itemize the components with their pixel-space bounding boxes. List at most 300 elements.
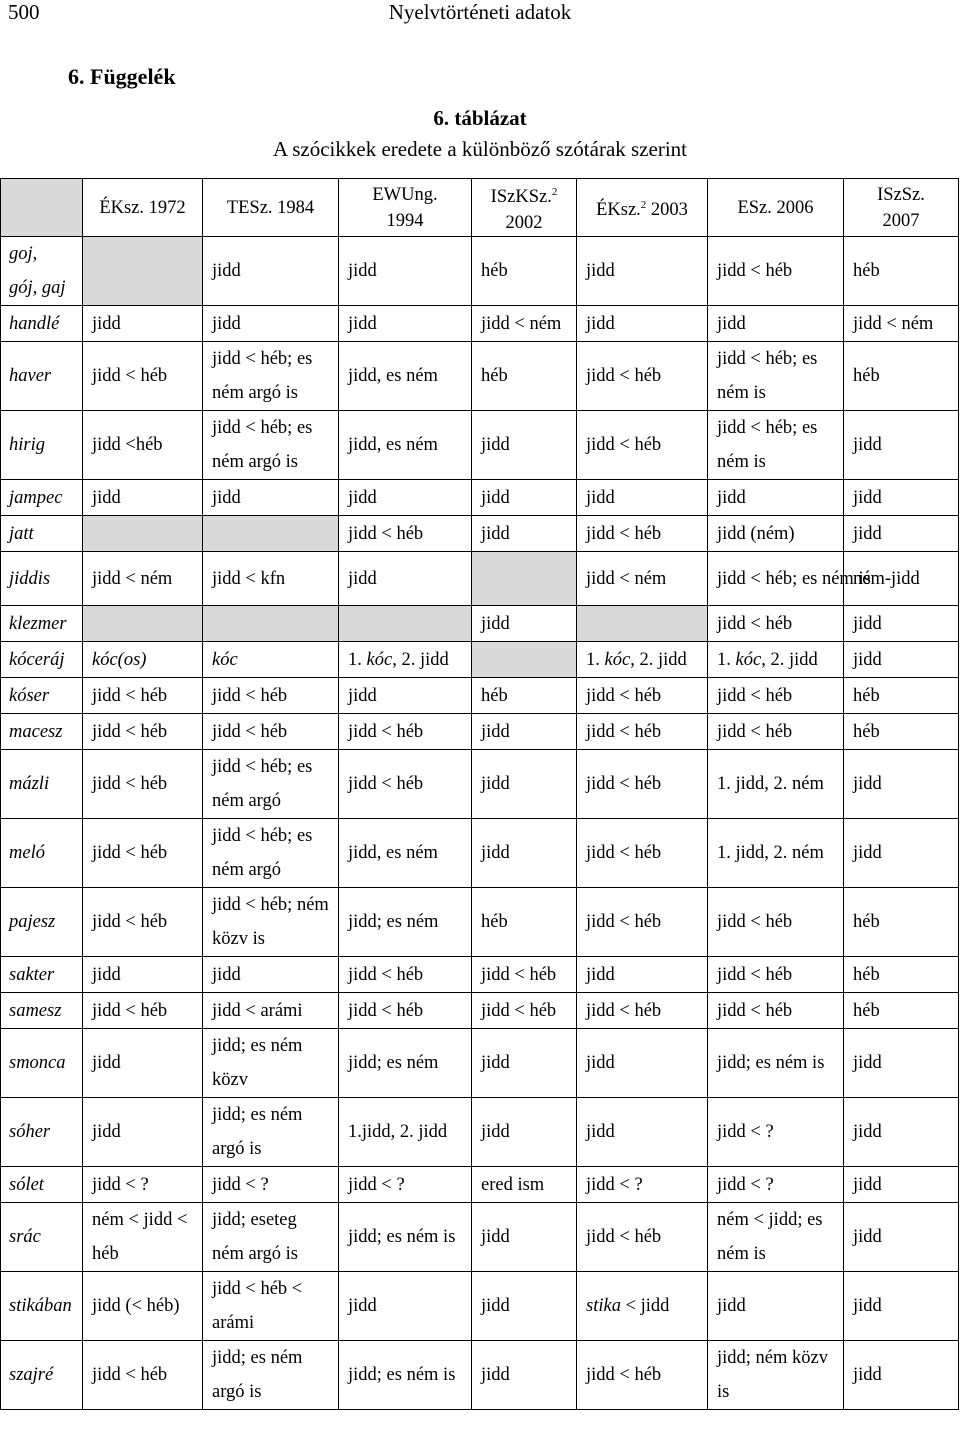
- table-cell: [708, 714, 844, 750]
- cell-text: jidd; es ném közv: [212, 1036, 303, 1091]
- table-cell: [844, 714, 959, 750]
- table-cell: [844, 552, 959, 606]
- header-iszsz-2007: ISzSz. 2007: [844, 179, 959, 237]
- table-cell: [83, 819, 203, 888]
- cell-text: jidd: [92, 487, 121, 508]
- cell-text: jidd < héb; es ném is: [717, 418, 818, 473]
- table-row: [1, 1341, 959, 1410]
- cell-text: jidd: [212, 487, 241, 508]
- table-cell: [203, 411, 339, 480]
- cell-text: jidd < héb: [212, 685, 288, 706]
- cell-text: jidd: [586, 487, 615, 508]
- table-cell: [339, 1341, 472, 1410]
- cell-text: héb: [853, 964, 880, 985]
- table-cell: [708, 306, 844, 342]
- table-cell: [203, 993, 339, 1029]
- table-cell: [844, 957, 959, 993]
- cell-text: jidd < ném: [481, 313, 562, 334]
- cell-text: jidd < héb: [586, 1227, 662, 1248]
- cell-text: jidd; es ném: [348, 1053, 439, 1074]
- cell-text: jidd: [481, 523, 510, 544]
- table-cell: [83, 237, 203, 306]
- cell-text: jidd, es ném: [348, 366, 438, 387]
- table-cell: [708, 552, 871, 606]
- cell-text: jidd: [717, 1296, 746, 1317]
- table-cell: [472, 1167, 577, 1203]
- table-cell: [339, 1029, 472, 1098]
- table-cell: [83, 1341, 203, 1410]
- cell-text: jidd < héb: [92, 1000, 168, 1021]
- table-cell: [472, 1029, 577, 1098]
- cell-text: jidd < héb: [92, 685, 168, 706]
- cell-text: jidd: [92, 313, 121, 334]
- table-cell: [339, 1272, 472, 1341]
- cell-text: jidd < héb: [348, 1000, 424, 1021]
- cell-text: jidd < héb: [481, 1000, 557, 1021]
- cell-text: 1. jidd, 2. ném: [717, 843, 824, 864]
- headword: pajesz: [9, 912, 56, 933]
- cell-text: jidd: [853, 1365, 882, 1386]
- table-row: [1, 819, 959, 888]
- header-esz-2006: ESz. 2006: [708, 179, 844, 237]
- cell-text: jidd: [348, 487, 377, 508]
- cell-text: kóc: [212, 649, 238, 670]
- cell-text: jidd < héb; es ném argó: [212, 757, 313, 812]
- table-cell: [203, 678, 339, 714]
- headword: kóceráj: [9, 649, 65, 670]
- table-cell: [577, 1167, 708, 1203]
- table-cell: [844, 1272, 959, 1341]
- headword: goj, gój, gaj: [9, 244, 66, 299]
- table-cell: [203, 957, 339, 993]
- cell-text: ném < jidd < héb: [92, 1210, 188, 1265]
- cell-text: jidd: [586, 313, 615, 334]
- cell-text: jidd: [853, 523, 882, 544]
- table-cell: [83, 1272, 203, 1341]
- table-row: [1, 237, 959, 306]
- table-cell: [83, 750, 203, 819]
- table-cell: [708, 516, 844, 552]
- table-cell: [83, 606, 203, 642]
- headword: smonca: [9, 1053, 66, 1074]
- table-cell: [203, 1203, 339, 1272]
- table-cell: [83, 552, 203, 606]
- table-cell: [708, 750, 844, 819]
- headword: klezmer: [9, 613, 67, 634]
- table-cell: [472, 957, 577, 993]
- table-cell: [339, 642, 472, 678]
- table-cell: [472, 480, 577, 516]
- headword: meló: [9, 843, 45, 864]
- table-cell: [472, 1341, 577, 1410]
- cell-text: jidd < héb: [92, 912, 168, 933]
- headword: jatt: [9, 523, 34, 544]
- table-row: [1, 1098, 959, 1167]
- cell-text: jidd (< héb): [92, 1296, 180, 1317]
- table-cell: [844, 480, 959, 516]
- headword: handlé: [9, 313, 60, 334]
- cell-text: jidd (ném): [717, 523, 795, 544]
- table-cell: [708, 993, 844, 1029]
- cell-text: jidd: [853, 1174, 882, 1195]
- cell-text: jidd < ?: [717, 1174, 774, 1195]
- cell-text: kóc(os): [92, 649, 147, 670]
- headword-cell: [1, 642, 83, 678]
- cell-text: 1. kóc, 2. jidd: [586, 649, 687, 670]
- table-cell: [708, 342, 844, 411]
- cell-text: jidd: [853, 1122, 882, 1143]
- cell-text: jidd: [348, 568, 377, 589]
- cell-text: jidd: [481, 721, 510, 742]
- cell-text: jidd; es ném is: [348, 1227, 456, 1248]
- headword: samesz: [9, 1000, 62, 1021]
- cell-text: jidd < héb; es ném argó is: [212, 349, 313, 404]
- table-cell: [844, 411, 959, 480]
- cell-text: jidd < héb: [92, 774, 168, 795]
- headword-cell: [1, 888, 83, 957]
- header-corner: [1, 179, 83, 237]
- cell-text: jidd: [92, 964, 121, 985]
- table-cell: [577, 1029, 708, 1098]
- cell-text: ném < jidd; es ném is: [717, 1210, 823, 1265]
- cell-text: 1. kóc, 2. jidd: [717, 649, 818, 670]
- table-cell: [708, 678, 844, 714]
- table-cell: [708, 1167, 844, 1203]
- table-cell: [577, 552, 708, 606]
- cell-text: 1. jidd, 2. ném: [717, 774, 824, 795]
- table-cell: [203, 1272, 339, 1341]
- cell-text: jidd: [853, 1296, 882, 1317]
- cell-text: jidd < héb: [717, 912, 793, 933]
- table-cell: [339, 606, 472, 642]
- cell-text: jidd < héb: [586, 435, 662, 456]
- cell-text: jidd < héb < arámi: [212, 1279, 303, 1334]
- cell-text: jidd < ném: [853, 313, 934, 334]
- header-eksz2-2003: ÉKsz.$^2$ 2003: [577, 179, 708, 237]
- header-row: [1, 179, 959, 237]
- table-cell: [339, 888, 472, 957]
- table-cell: [472, 1272, 577, 1341]
- cell-text: jidd < héb: [348, 523, 424, 544]
- cell-text: jidd; ném közv is: [717, 1348, 828, 1403]
- table-cell: [203, 714, 339, 750]
- running-title: Nyelvtörténeti adatok: [388, 0, 572, 24]
- table-cell: [708, 1098, 844, 1167]
- table-cell: [844, 1167, 959, 1203]
- headword: hirig: [9, 435, 45, 456]
- cell-text: jidd: [853, 774, 882, 795]
- headword: sóher: [9, 1122, 51, 1143]
- cell-text: héb: [853, 366, 880, 387]
- cell-text: jidd; es ném is: [717, 1053, 825, 1074]
- table-cell: [83, 888, 203, 957]
- cell-text: jidd < héb: [586, 685, 662, 706]
- table-row: [1, 516, 959, 552]
- table-cell: [339, 342, 472, 411]
- table-cell: [577, 750, 708, 819]
- headword: jiddis: [9, 568, 51, 589]
- cell-text: jidd < héb: [586, 1000, 662, 1021]
- table-cell: [708, 819, 844, 888]
- cell-text: jidd: [481, 1227, 510, 1248]
- cell-text: jidd; es ném: [348, 912, 439, 933]
- table-cell: [83, 1098, 203, 1167]
- table-cell: [339, 1098, 472, 1167]
- table-cell: [472, 342, 577, 411]
- table-cell: [83, 1167, 203, 1203]
- table-cell: [83, 516, 203, 552]
- table-cell: [708, 1341, 844, 1410]
- table-cell: [203, 1167, 339, 1203]
- table-cell: [83, 1203, 203, 1272]
- table-cell: [844, 1098, 959, 1167]
- cell-text: jidd < héb: [717, 964, 793, 985]
- cell-text: jidd: [348, 261, 377, 282]
- table-cell: [844, 1203, 959, 1272]
- table-cell: [203, 516, 339, 552]
- cell-text: jidd < héb: [717, 261, 793, 282]
- table-cell: [339, 306, 472, 342]
- headword: szajré: [9, 1365, 54, 1386]
- table-cell: [577, 411, 708, 480]
- cell-text: jidd: [853, 843, 882, 864]
- table-cell: [83, 993, 203, 1029]
- cell-text: jidd: [348, 685, 377, 706]
- table-cell: [844, 606, 959, 642]
- cell-text: jidd < héb; es ném is: [717, 349, 818, 404]
- table-subtitle: A szócikkek eredete a különböző szótárak szerint: [272, 137, 687, 161]
- headword-cell: [1, 1203, 83, 1272]
- cell-text: jidd; es ném argó is: [212, 1348, 303, 1403]
- cell-text: jidd; es ném argó is: [212, 1105, 303, 1160]
- cell-text: jidd: [481, 774, 510, 795]
- table-cell: [577, 993, 708, 1029]
- table-cell: [844, 306, 959, 342]
- cell-text: jidd: [481, 843, 510, 864]
- table-cell: [83, 480, 203, 516]
- headword-cell: [1, 606, 83, 642]
- cell-text: jidd: [853, 1053, 882, 1074]
- cell-text: jidd: [586, 261, 615, 282]
- header-eksz-1972: ÉKsz. 1972: [83, 179, 203, 237]
- table-row: [1, 888, 959, 957]
- table-cell: [844, 993, 959, 1029]
- cell-text: jidd: [481, 613, 510, 634]
- appendix-heading: 6. Függelék: [68, 64, 176, 89]
- table-row: [1, 993, 959, 1029]
- cell-text: jidd < ?: [586, 1174, 643, 1195]
- table-cell: [339, 750, 472, 819]
- table-cell: [339, 714, 472, 750]
- headword-cell: [1, 1098, 83, 1167]
- cell-text: jidd < héb: [586, 774, 662, 795]
- cell-text: jidd < ?: [212, 1174, 269, 1195]
- cell-text: jidd < héb; es ném is: [717, 568, 871, 589]
- headword: sakter: [9, 964, 55, 985]
- cell-text: jidd: [853, 487, 882, 508]
- header-tesz-1984: TESz. 1984: [203, 179, 339, 237]
- headword-cell: [1, 678, 83, 714]
- table-cell: [203, 306, 339, 342]
- table-cell: [203, 642, 339, 678]
- cell-text: jidd < arámi: [212, 1000, 303, 1021]
- cell-text: jidd < héb: [212, 721, 288, 742]
- table-cell: [844, 237, 959, 306]
- cell-text: stika < jidd: [586, 1296, 670, 1317]
- headword-cell: [1, 1167, 83, 1203]
- table-cell: [577, 819, 708, 888]
- cell-text: jidd: [481, 487, 510, 508]
- cell-text: jidd < héb: [92, 721, 168, 742]
- table-row: [1, 1203, 959, 1272]
- table-cell: [472, 1098, 577, 1167]
- table-cell: [577, 1098, 708, 1167]
- table-cell: [339, 1203, 472, 1272]
- table-cell: [844, 678, 959, 714]
- cell-text: jidd: [348, 313, 377, 334]
- headword: kóser: [9, 685, 50, 706]
- cell-text: jidd: [212, 313, 241, 334]
- table-row: [1, 411, 959, 480]
- headword-cell: [1, 993, 83, 1029]
- cell-text: jidd < héb: [348, 964, 424, 985]
- headword: mázli: [9, 774, 50, 795]
- table-cell: [203, 1029, 339, 1098]
- table-cell: [472, 606, 577, 642]
- cell-text: héb: [481, 685, 508, 706]
- table-cell: [844, 1029, 959, 1098]
- table-cell: [577, 606, 708, 642]
- table-cell: [339, 819, 472, 888]
- headword: stikában: [9, 1296, 72, 1317]
- headword-cell: [1, 957, 83, 993]
- cell-text: jidd: [481, 1296, 510, 1317]
- cell-text: jidd; eseteg ném argó is: [212, 1210, 298, 1265]
- cell-text: jidd: [481, 1122, 510, 1143]
- cell-text: ném-jidd: [853, 568, 920, 589]
- table-cell: [472, 678, 577, 714]
- etymology-table: [0, 178, 959, 1410]
- cell-text: héb: [481, 912, 508, 933]
- cell-text: jidd < héb: [586, 843, 662, 864]
- cell-text: jidd < héb: [717, 721, 793, 742]
- table-cell: [844, 750, 959, 819]
- cell-text: jidd: [586, 1122, 615, 1143]
- table-cell: [203, 888, 339, 957]
- cell-text: héb: [853, 912, 880, 933]
- table-cell: [203, 342, 339, 411]
- cell-text: ered ism: [481, 1174, 545, 1195]
- table-cell: [577, 642, 708, 678]
- table-cell: [203, 819, 339, 888]
- table-cell: [844, 516, 959, 552]
- headword-cell: [1, 411, 83, 480]
- headword-cell: [1, 750, 83, 819]
- table-cell: [844, 342, 959, 411]
- cell-text: jidd: [348, 1296, 377, 1317]
- headword-cell: [1, 237, 83, 306]
- table-cell: [472, 642, 577, 678]
- cell-text: jidd < héb: [586, 366, 662, 387]
- table-row: [1, 552, 959, 606]
- table-cell: [83, 957, 203, 993]
- table-cell: [203, 480, 339, 516]
- table-cell: [472, 552, 577, 606]
- headword-cell: [1, 480, 83, 516]
- table-cell: [339, 552, 472, 606]
- table-cell: [577, 480, 708, 516]
- cell-text: jidd: [212, 261, 241, 282]
- headword-cell: [1, 342, 83, 411]
- table-cell: [708, 1203, 844, 1272]
- cell-text: jidd < héb: [586, 912, 662, 933]
- cell-text: jidd < héb: [717, 1000, 793, 1021]
- table-cell: [339, 678, 472, 714]
- table-cell: [339, 411, 472, 480]
- table-cell: [203, 1098, 339, 1167]
- table-cell: [83, 342, 203, 411]
- table-cell: [472, 237, 577, 306]
- cell-text: jidd, es ném: [348, 843, 438, 864]
- table-cell: [339, 1167, 472, 1203]
- cell-text: héb: [481, 261, 508, 282]
- cell-text: jidd < héb: [92, 843, 168, 864]
- table-row: [1, 1167, 959, 1203]
- table-cell: [339, 480, 472, 516]
- table-cell: [83, 642, 203, 678]
- table-cell: [339, 237, 472, 306]
- cell-text: jidd < héb; es ném argó: [212, 826, 313, 881]
- table-row: [1, 1029, 959, 1098]
- table-cell: [83, 306, 203, 342]
- table-cell: [339, 993, 472, 1029]
- table-cell: [708, 957, 844, 993]
- table-cell: [708, 1272, 844, 1341]
- headword-cell: [1, 714, 83, 750]
- table-cell: [844, 819, 959, 888]
- headword-cell: [1, 516, 83, 552]
- cell-text: jidd: [481, 1365, 510, 1386]
- table-cell: [844, 1341, 959, 1410]
- table-cell: [339, 516, 472, 552]
- table-cell: [203, 552, 339, 606]
- cell-text: jidd: [853, 435, 882, 456]
- cell-text: jidd < ?: [348, 1174, 405, 1195]
- cell-text: jidd < héb: [92, 366, 168, 387]
- cell-text: jidd < ?: [717, 1122, 774, 1143]
- headword-cell: [1, 1341, 83, 1410]
- table-cell: [83, 1029, 203, 1098]
- cell-text: héb: [853, 1000, 880, 1021]
- cell-text: jidd: [717, 487, 746, 508]
- table-cell: [472, 306, 577, 342]
- table-cell: [472, 888, 577, 957]
- table-cell: [708, 480, 844, 516]
- page-number: 500: [8, 0, 40, 24]
- cell-text: héb: [853, 721, 880, 742]
- table-cell: [577, 888, 708, 957]
- cell-text: héb: [481, 366, 508, 387]
- cell-text: 1. kóc, 2. jidd: [348, 649, 449, 670]
- table-cell: [577, 1272, 708, 1341]
- table-cell: [472, 714, 577, 750]
- cell-text: jidd: [92, 1053, 121, 1074]
- table-cell: [708, 606, 844, 642]
- cell-text: jidd < héb: [92, 1365, 168, 1386]
- headword-cell: [1, 1029, 83, 1098]
- table-cell: [339, 957, 472, 993]
- table-cell: [83, 678, 203, 714]
